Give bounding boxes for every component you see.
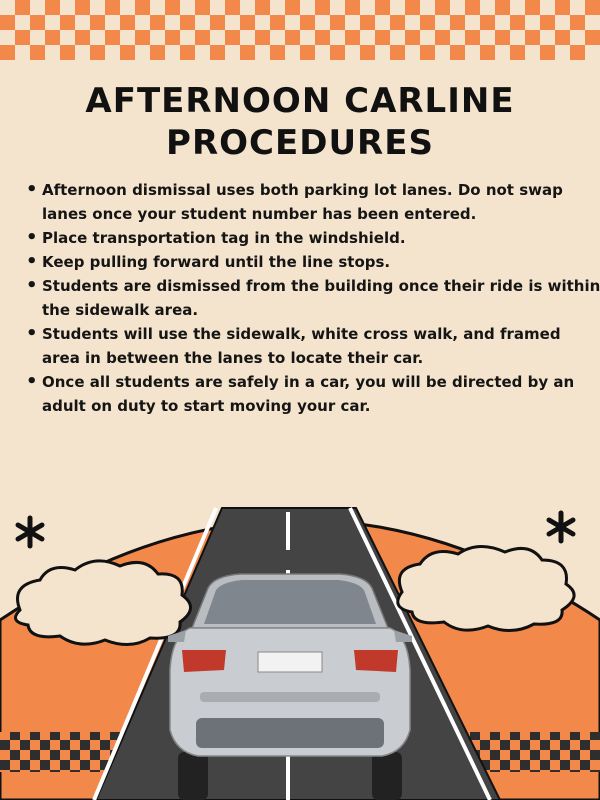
asterisk-icon [18,518,42,546]
road-illustration [0,480,600,800]
cloud-icon [16,561,191,645]
list-item: • Once all students are safely in a car, you will be directed by an adult on duty to start moving your car. [42,370,600,418]
page-title: AFTERNOON CARLINE PROCEDURES [85,81,515,163]
asterisk-icon [549,513,573,541]
checkered-top-border [0,0,600,60]
list-item: • Place transportation tag in the windshield. [42,226,600,250]
list-item: • Students will use the sidewalk, white cross walk, and framed area in between the lanes to locate their car. [42,322,600,370]
list-item: • Students are dismissed from the building once their ride is within the sidewalk area. [42,274,600,322]
procedure-list [22,178,600,418]
list-item: • Afternoon dismissal uses both parking lot lanes. Do not swap lanes once your student number has been entered. [42,178,600,226]
list-item: • Keep pulling forward until the line stops. [42,250,600,274]
cloud-icon [398,546,574,630]
